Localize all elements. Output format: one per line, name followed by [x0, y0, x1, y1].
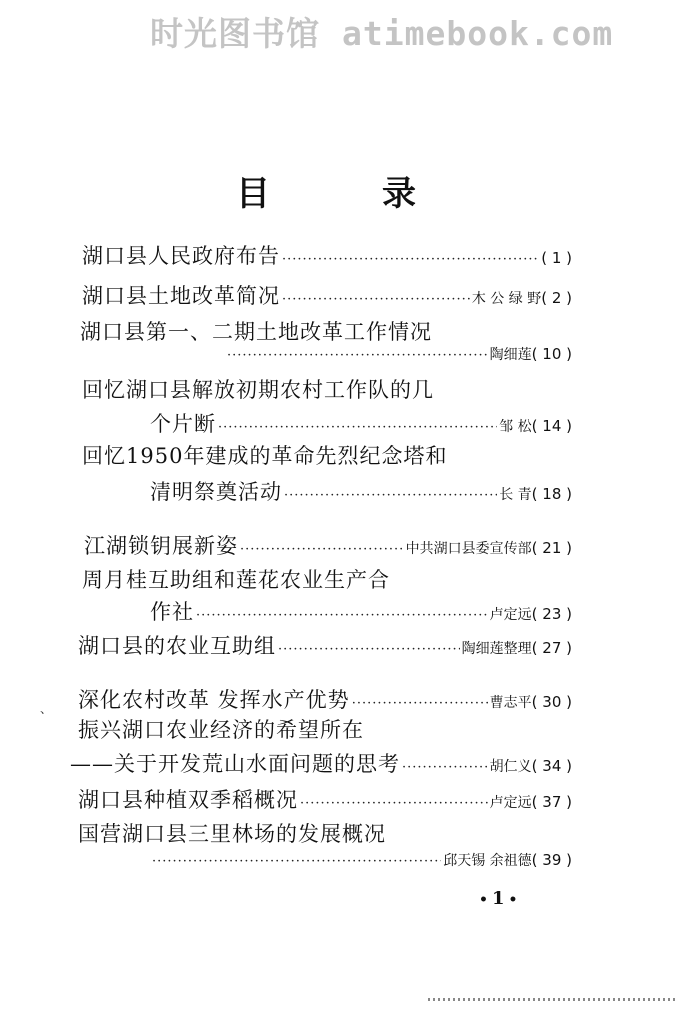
toc-entry [78, 784, 572, 814]
toc-entry [150, 476, 572, 506]
toc-entry [78, 684, 572, 714]
toc-entry-title: 湖口县人民政府布告 [82, 244, 280, 268]
toc-leader-dots [240, 542, 404, 557]
toc-entry-title: 振兴湖口农业经济的希望所在 [78, 718, 364, 742]
toc-entry-author: 邹 松 [499, 419, 532, 435]
toc-leader-dots [218, 420, 497, 435]
watermark [150, 8, 684, 55]
toc-entry-page: ( 39 ) [531, 851, 572, 869]
toc-entry-page: ( 18 ) [531, 485, 572, 503]
toc-entry-title: 回忆湖口县解放初期农村工作队的几 [82, 378, 434, 402]
toc-entry-author: 陶细莲 [489, 347, 532, 363]
toc-entry-page: ( 10 ) [531, 345, 572, 363]
toc-leader-dots [300, 796, 488, 811]
toc-entry-author: 中共湖口县委宣传部 [405, 541, 532, 557]
watermark-site: 时光图书馆 [150, 14, 320, 53]
toc-entry-author: 陶细莲整理 [461, 641, 532, 657]
toc-entry [70, 748, 572, 778]
toc-entry-title: 湖口县第一、二期土地改革工作情况 [80, 320, 432, 344]
toc-leader-dots [284, 488, 497, 503]
page-number-dot-right: • [508, 892, 518, 908]
toc-entry-author: 卢定远 [489, 607, 532, 623]
toc-entry-author: 长 青 [499, 487, 532, 503]
toc-entry-author: 卢定远 [489, 795, 532, 811]
toc-entry-title-cont: 个片断 [150, 412, 216, 436]
toc-leader-dots [402, 760, 488, 775]
toc-entry-title-line [82, 374, 572, 404]
toc-entry-title-cont: ——关于开发荒山水面问题的思考 [70, 752, 400, 776]
toc-entry-title-cont: 清明祭奠活动 [150, 480, 282, 504]
toc-entry-page: ( 34 ) [531, 757, 572, 775]
toc-leader-dots [152, 854, 441, 869]
toc-entry-page: ( 30 ) [531, 693, 572, 711]
page-number-dot-left: • [479, 892, 488, 908]
toc-entry-author: 邱天锡 余祖德 [443, 853, 532, 869]
toc-entry-title-cont: 作社 [150, 600, 194, 624]
page-number-value: 1 [491, 888, 505, 909]
toc-entry [150, 408, 572, 438]
toc-entry [84, 530, 572, 560]
toc-leader-dots [278, 642, 460, 657]
toc-entry-page: ( 14 ) [531, 417, 572, 435]
toc-entry [78, 630, 572, 660]
toc-leader-dots [352, 696, 488, 711]
toc-entry [150, 850, 572, 870]
page-number [475, 888, 521, 909]
toc-entry-title: 深化农村改革 发挥水产优势 [78, 688, 350, 712]
toc-leader-dots [227, 348, 488, 363]
toc-entry-page: ( 21 ) [531, 539, 572, 557]
page-title: 目录 [236, 174, 528, 214]
toc-entry-title-line [82, 440, 572, 470]
toc-entry-page: ( 27 ) [531, 639, 572, 657]
toc-leader-dots [196, 608, 488, 623]
watermark-url: atimebook.com [342, 14, 614, 53]
toc-entry-title: 周月桂互助组和莲花农业生产合 [82, 568, 390, 592]
toc-entry-title-line [82, 564, 572, 594]
toc-entry-title-line [78, 714, 572, 744]
toc-entry-title: 国营湖口县三里林场的发展概况 [78, 822, 386, 846]
toc-entry-author: 木 公 绿 野 [471, 291, 542, 307]
toc-entry-page: ( 1 ) [541, 249, 572, 267]
toc-entry-author: 曹志平 [489, 695, 532, 711]
toc-entry-title: 回忆1950年建成的革命先烈纪念塔和 [82, 444, 448, 468]
toc-entry [82, 240, 572, 270]
toc-entry-page: ( 23 ) [531, 605, 572, 623]
toc-entry-title: 湖口县的农业互助组 [78, 634, 276, 658]
toc-entry-author: 胡仁义 [489, 759, 532, 775]
toc-leader-dots [282, 292, 470, 307]
toc-entry [150, 596, 572, 626]
toc-entry [225, 344, 572, 364]
toc-entry-title: 江湖锁钥展新姿 [84, 534, 238, 558]
toc-entry-title-line [80, 316, 572, 346]
toc-entry-page: ( 37 ) [531, 793, 572, 811]
scan-edge-dots [428, 998, 678, 1001]
toc-entry [82, 280, 572, 310]
toc-entry-page: ( 2 ) [541, 289, 572, 307]
toc-leader-dots [282, 252, 539, 267]
toc-entry-title: 湖口县种植双季稻概况 [78, 788, 298, 812]
toc-entry-title: 湖口县土地改革简况 [82, 284, 280, 308]
toc-entry-title-line [78, 818, 572, 848]
edge-mark: 、 [40, 702, 53, 716]
